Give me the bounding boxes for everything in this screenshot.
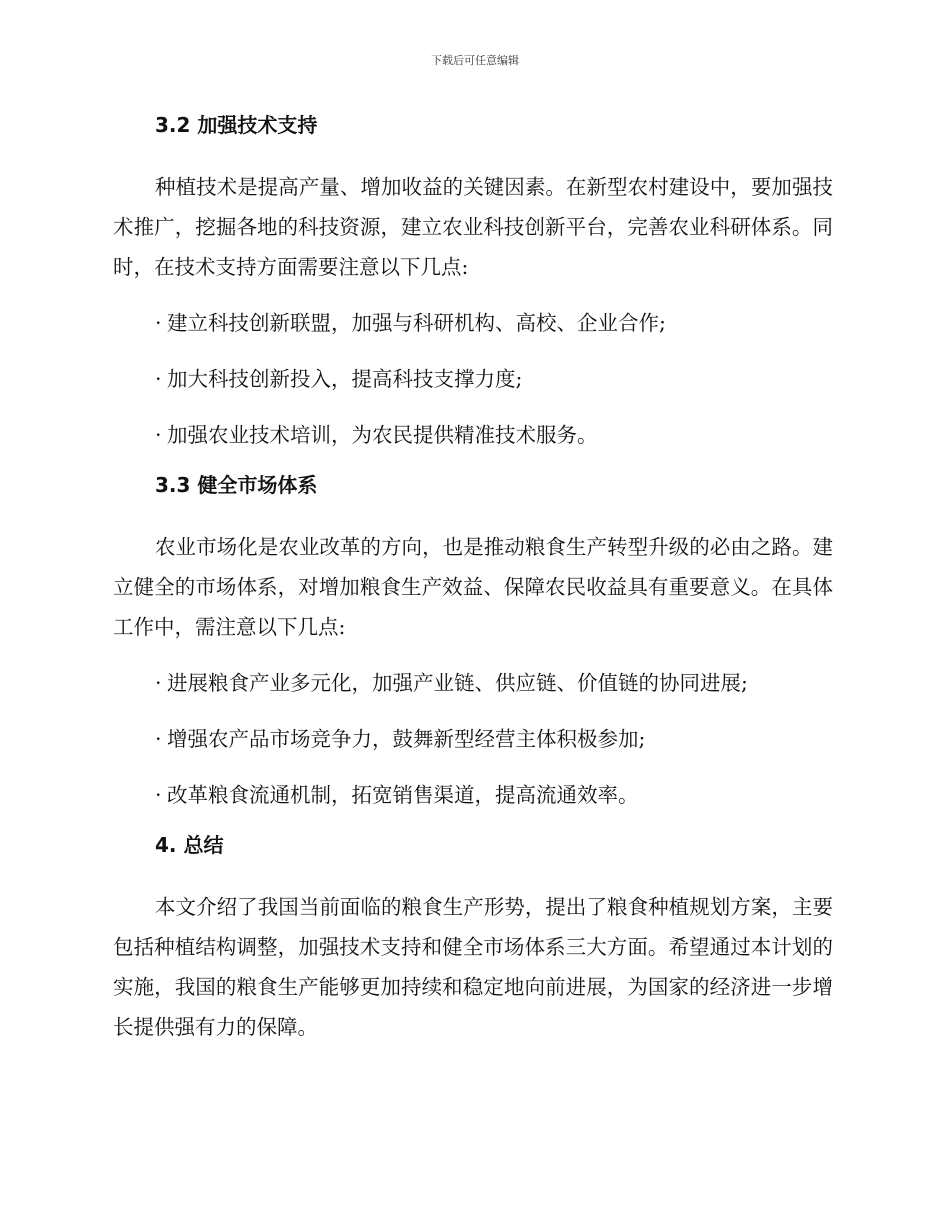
list-item-text: 改革粮食流通机制，拓宽销售渠道，提高流通效率。 [167,783,639,807]
section-heading-3-2: 3.2 加强技术支持 [155,113,318,137]
list-item-text: 加强农业技术培训，为农民提供精准技术服务。 [167,423,598,447]
list-item [113,663,833,703]
bullet-marker: · [155,423,162,447]
section-paragraph-3-3: 农业市场化是农业改革的方向，也是推动粮食生产转型升级的必由之路。建立健全的市场体系，对增加粮食生产效益、保障农民收益具有重要意义。在具体工作中，需注意以下几点: [113,535,833,639]
list-item [113,303,833,343]
list-item [113,775,833,815]
document-body [113,111,833,1063]
list-item-text: 增强农产品市场竞争力，鼓舞新型经营主体积极参加; [167,727,646,751]
section-heading-4: 4. 总结 [155,833,224,857]
bullet-marker: · [155,783,162,807]
list-item [113,415,833,455]
bullet-marker: · [155,671,162,695]
bullet-marker: · [155,367,162,391]
list-item-text: 建立科技创新联盟，加强与科研机构、高校、企业合作; [167,311,666,335]
bullet-marker: · [155,727,162,751]
list-item-text: 加大科技创新投入，提高科技支撑力度; [167,367,523,391]
list-item [113,359,833,399]
page-header: 下载后可任意编辑 [431,54,519,67]
list-item [113,719,833,759]
list-item-text: 进展粮食产业多元化，加强产业链、供应链、价值链的协同进展; [167,671,748,695]
bullet-marker: · [155,311,162,335]
section-heading-3-3: 3.3 健全市场体系 [155,473,318,497]
section-paragraph-4: 本文介绍了我国当前面临的粮食生产形势，提出了粮食种植规划方案，主要包括种植结构调整，加强技术支持和健全市场体系三大方面。希望通过本计划的实施，我国的粮食生产能够更加持续和稳定地向前进展，为国家的经济进一步增长提供强有力的保障。 [113,895,833,1039]
section-paragraph-3-2: 种植技术是提高产量、增加收益的关键因素。在新型农村建设中，要加强技术推广，挖掘各地的科技资源，建立农业科技创新平台，完善农业科研体系。同时，在技术支持方面需要注意以下几点: [113,175,833,279]
